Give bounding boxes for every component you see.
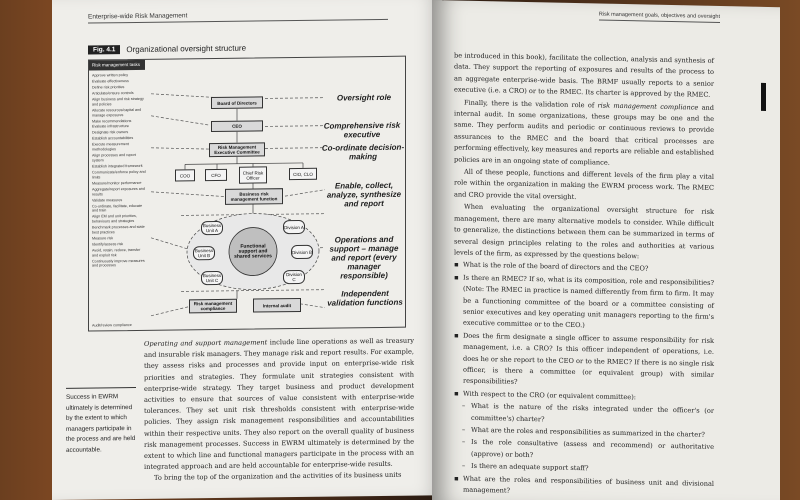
business-unit-b: Business Unit B [193,246,215,260]
ceo-box: CEO [211,120,263,132]
figure-number: Fig. 4.1 [88,45,120,54]
business-risk-function-box: Business risk management function [225,188,283,205]
margin-note: Success in EWRM ultimately is determined by the extent to which managers participate in the process and are held accountable. [66,387,136,456]
right-body-text [454,50,714,500]
paragraph-2 [454,97,714,171]
business-unit-c: Business Unit C [201,271,223,285]
question-bullet: ▪ What are the roles and responsibilities of business unit and divisional management? [454,473,714,500]
sub-question: – What are the roles and responsibilities as summarized in the charter? [462,425,714,442]
paragraph-4: When evaluating the organizational oversight structure for risk management, there are many alternative models to consider. While difficult to generalize, the distinctions between them can be summarized in terms of several design principles relating to the roles and authorities at various levels of the firm, as expressed by the questions below: [454,202,714,261]
side-task-item: Identify/assess risk [92,241,124,247]
cio-clo-box: CIO, CLO [289,168,317,180]
cfo-box: CFO [205,169,227,181]
division-c: Division C [283,270,305,284]
side-tasks-header: Risk management tasks [89,60,145,71]
side-task-item: Continuously improve measures and processes [92,258,145,268]
side-task-item: Establish integrated framework [92,163,143,169]
thumb-tab-marker [761,83,766,111]
side-task-item: Co-ordinate, facilitate, educate and train [92,203,143,213]
division-b: Division B [291,245,313,259]
running-head-right: Risk management goals, objectives and oversight [599,11,720,23]
side-task-item: Approve written policy [92,73,129,78]
side-task-item: Align processes and report system [92,153,136,163]
figure-label [88,44,246,55]
body-paragraph: include line operations as well as treasury and insurable risk managers. They manage risk and report results. For example, they assess risks and processes and provide input on enterprise-wide risk priorities and strategies. They formulate unit strategies consistent with enterprise-wide strategy. They target business and product development activities to ensure that sources of value consistent with enterprise-wide tolerances. They set unit risk thresholds consistent with enterprise-wide policies. They assign risk management responsibilities and accountabilities within their respective units. They also report on the overall quality of business risk management processes. Success in EWRM ultimately is determined by the extent to which line and functional managers participate in the process with an integrated approach and are held accountable for enterprise-wide results. [144,336,415,472]
lead-italic: Operating and support management [144,338,268,348]
paragraph-2-rest: and internal audit. In some organizations, these groups may be one and the same. They perform audits and periodic or continuous reviews to provide assurances to the RMEC and the board that critical processes are performing effectively, key measures and reports are reliable and established policies are in an ongoing state of compliance. [454,103,714,167]
side-task-item: Measure/monitor performance [92,180,142,186]
left-page [52,0,442,500]
side-task-item: Benchmark processes and state best practices [92,224,145,235]
functional-support-circle: Functional support and shared services [234,242,272,260]
side-task-item: Allocate resources/capital and manage exposures [92,107,142,118]
question-bullet: ▪ Does the firm designate a single officer to assume responsibility for risk management, i.e. a CRO? Is this officer independent of operations, i.e. does he or she report to the CEO or to the RMEC? If there is no single risk officer, is there a committee (or equivalent group) with similar responsibilities? [454,330,714,392]
side-task-item: Evaluate effectiveness [92,79,129,84]
internal-audit-box: Internal audit [253,298,301,313]
figure-title: Organizational oversight structure [126,43,247,55]
risk-compliance-box: Risk management compliance [189,299,237,314]
paragraph-1: be introduced in this book), facilitate the collection, analysis and synthesis of data. They support the reporting of exposures and results of the process to an aggregate enterprise-wide basis. The BRMF usually reports to a senior executive (i.e. a CRO) or to the RMEC. Its charter is approved by the RMEC. [454,51,714,100]
role-enable: Enable, collect, analyze, synthesize and report [326,180,402,209]
left-body-text [144,336,414,485]
sub-question: – What is the nature of the risks integrated under the officer's (or committee's) charter? [462,401,714,429]
question-list [454,260,714,500]
division-a: Division A [283,220,305,234]
paragraph-2-italic: risk management compliance [597,101,699,112]
side-task-item: Establish accountabilities [92,136,134,141]
business-unit-a: Business Unit A [201,221,223,235]
side-task-item: Aggregate/report exposures and results [92,186,145,197]
side-task-item: Align business and risk strategy and policies [92,96,144,107]
cro-box: Chief Risk Officer [239,166,267,183]
side-task-item: Execute measurement methodologies [92,142,129,152]
board-of-directors-box: Board of Directors [211,96,263,109]
risk-committee-box: Risk Management Executive Committee [209,142,265,157]
side-task-item: Avoid, retain, reduce, transfer and exploit risk [92,247,141,258]
side-task-item: Validate measures [92,197,123,203]
side-task-item: Articulate/ensure controls [92,90,134,96]
side-task-item: Evaluate infrastructure [92,124,129,129]
right-page [432,0,780,500]
paragraph-2-start: Finally, there is the validation role of [464,98,598,110]
side-task-item: Communicate/enforce policy and limits [92,169,146,180]
oversight-structure-diagram [88,56,406,332]
role-operations: Operations and support – manage and report (every manager responsible) [329,234,399,281]
side-task-item: Designate risk owners [92,130,129,135]
coo-box: COO [175,169,195,181]
body-last-line: To bring the top of the organization and the activities of its business units [154,471,402,483]
role-independent: Independent validation functions [327,288,403,308]
role-oversight: Oversight role [336,92,392,103]
side-task-item: Define risk priorities [92,85,125,90]
role-coordinate: Co-ordinate decision-making [321,142,405,162]
question-bullet: ▪ Is there an RMEC? If so, what is its composition, role and responsibilities? (Note: The RMEC in practice is named differently from firm to firm. It may be a functioning committee of the board or a committee consisting of senior executives and key operating unit managers reporting to the firm's executive committee or to the CEO.) [454,272,714,334]
sub-question: – Is there an adequate support staff? [462,461,714,478]
sub-question: – Is the role consultative (assess and recommend) or authoritative (approve) or both? [462,437,714,465]
side-task-last: Audit/review compliance [92,323,132,328]
running-head-left: Enterprise-wide Risk Management [88,10,388,24]
question-bullet: ▪ What is the role of the board of directors and the CEO? [454,260,714,277]
side-task-item: Measure risk [92,236,114,241]
side-task-item: Align EM and unit priorities, behaviours and strategies [92,214,137,224]
paragraph-3: All of these people, functions and different levels of the firm play a vital role within the organization in making the EWRM process work. The RMEC and CRO provide the vital oversight. [454,167,714,201]
side-task-item: Make recommendations [92,118,132,124]
question-bullet: ▪ With respect to the CRO (or equivalent committee): [454,388,714,405]
role-comprehensive: Comprehensive risk executive [323,120,401,140]
